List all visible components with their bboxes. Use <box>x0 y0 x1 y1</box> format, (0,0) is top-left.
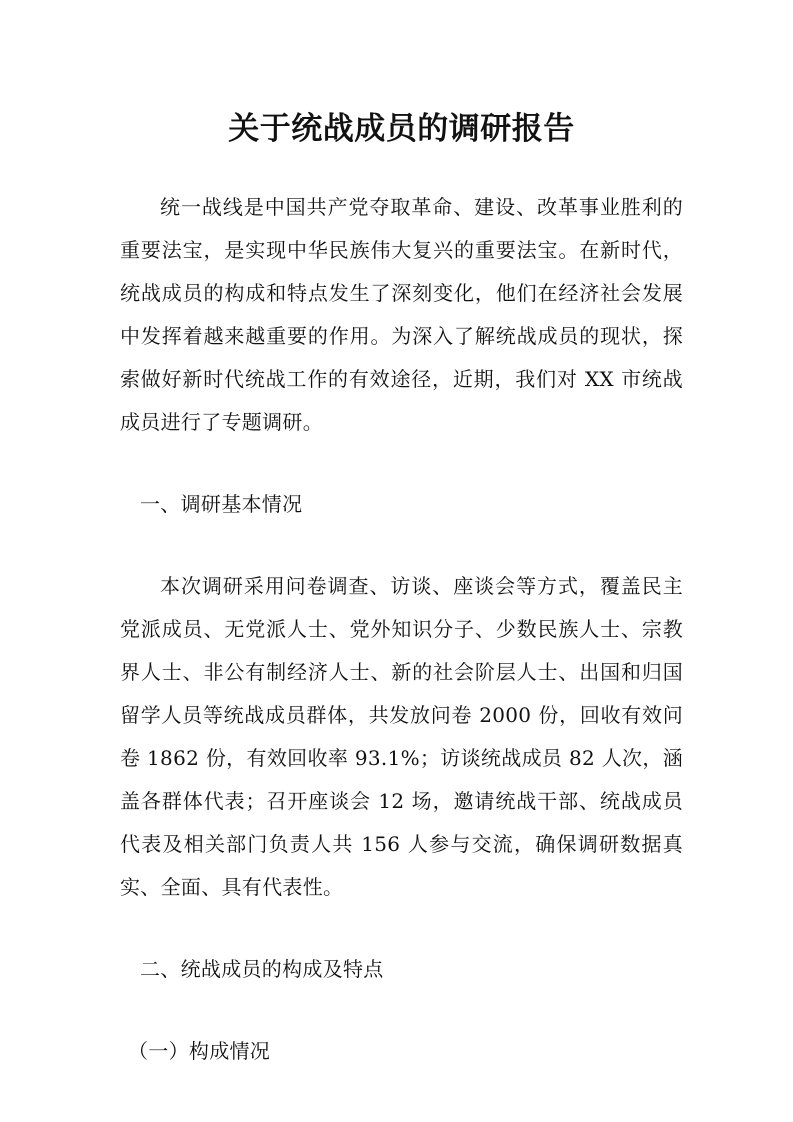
subsection-1-heading: （一）构成情况 <box>128 1039 271 1063</box>
document-title: 关于统战成员的调研报告 <box>228 111 575 147</box>
section-2-heading: 二、统战成员的构成及特点 <box>140 957 384 981</box>
section-1-paragraph: 本次调研采用问卷调查、访谈、座谈会等方式，覆盖民主党派成员、无党派人士、党外知识分子、少数民族人士、宗教界人士、非公有制经济人士、新的社会阶层人士、出国和归国留学人员等统战成员群体，共发放问卷 2000 份，回收有效问卷 1862 份，有效回收率 93.1%；访谈统战成员 82 人次，涵盖各群体代表；召开座谈会 12 场，邀请统战干部、统战成员代表及相关部门负责人共 156 人参与交流，确保调研数据真实、全面、具有代表性。 <box>120 574 683 899</box>
section-1-heading: 一、调研基本情况 <box>140 492 303 516</box>
intro-paragraph: 统一战线是中国共产党夺取革命、建设、改革事业胜利的重要法宝，是实现中华民族伟大复兴的重要法宝。在新时代，统战成员的构成和特点发生了深刻变化，他们在经济社会发展中发挥着越来越重要的作用。为深入了解统战成员的现状，探索做好新时代统战工作的有效途径，近期，我们对 XX 市统战成员进行了专题调研。 <box>120 195 683 434</box>
